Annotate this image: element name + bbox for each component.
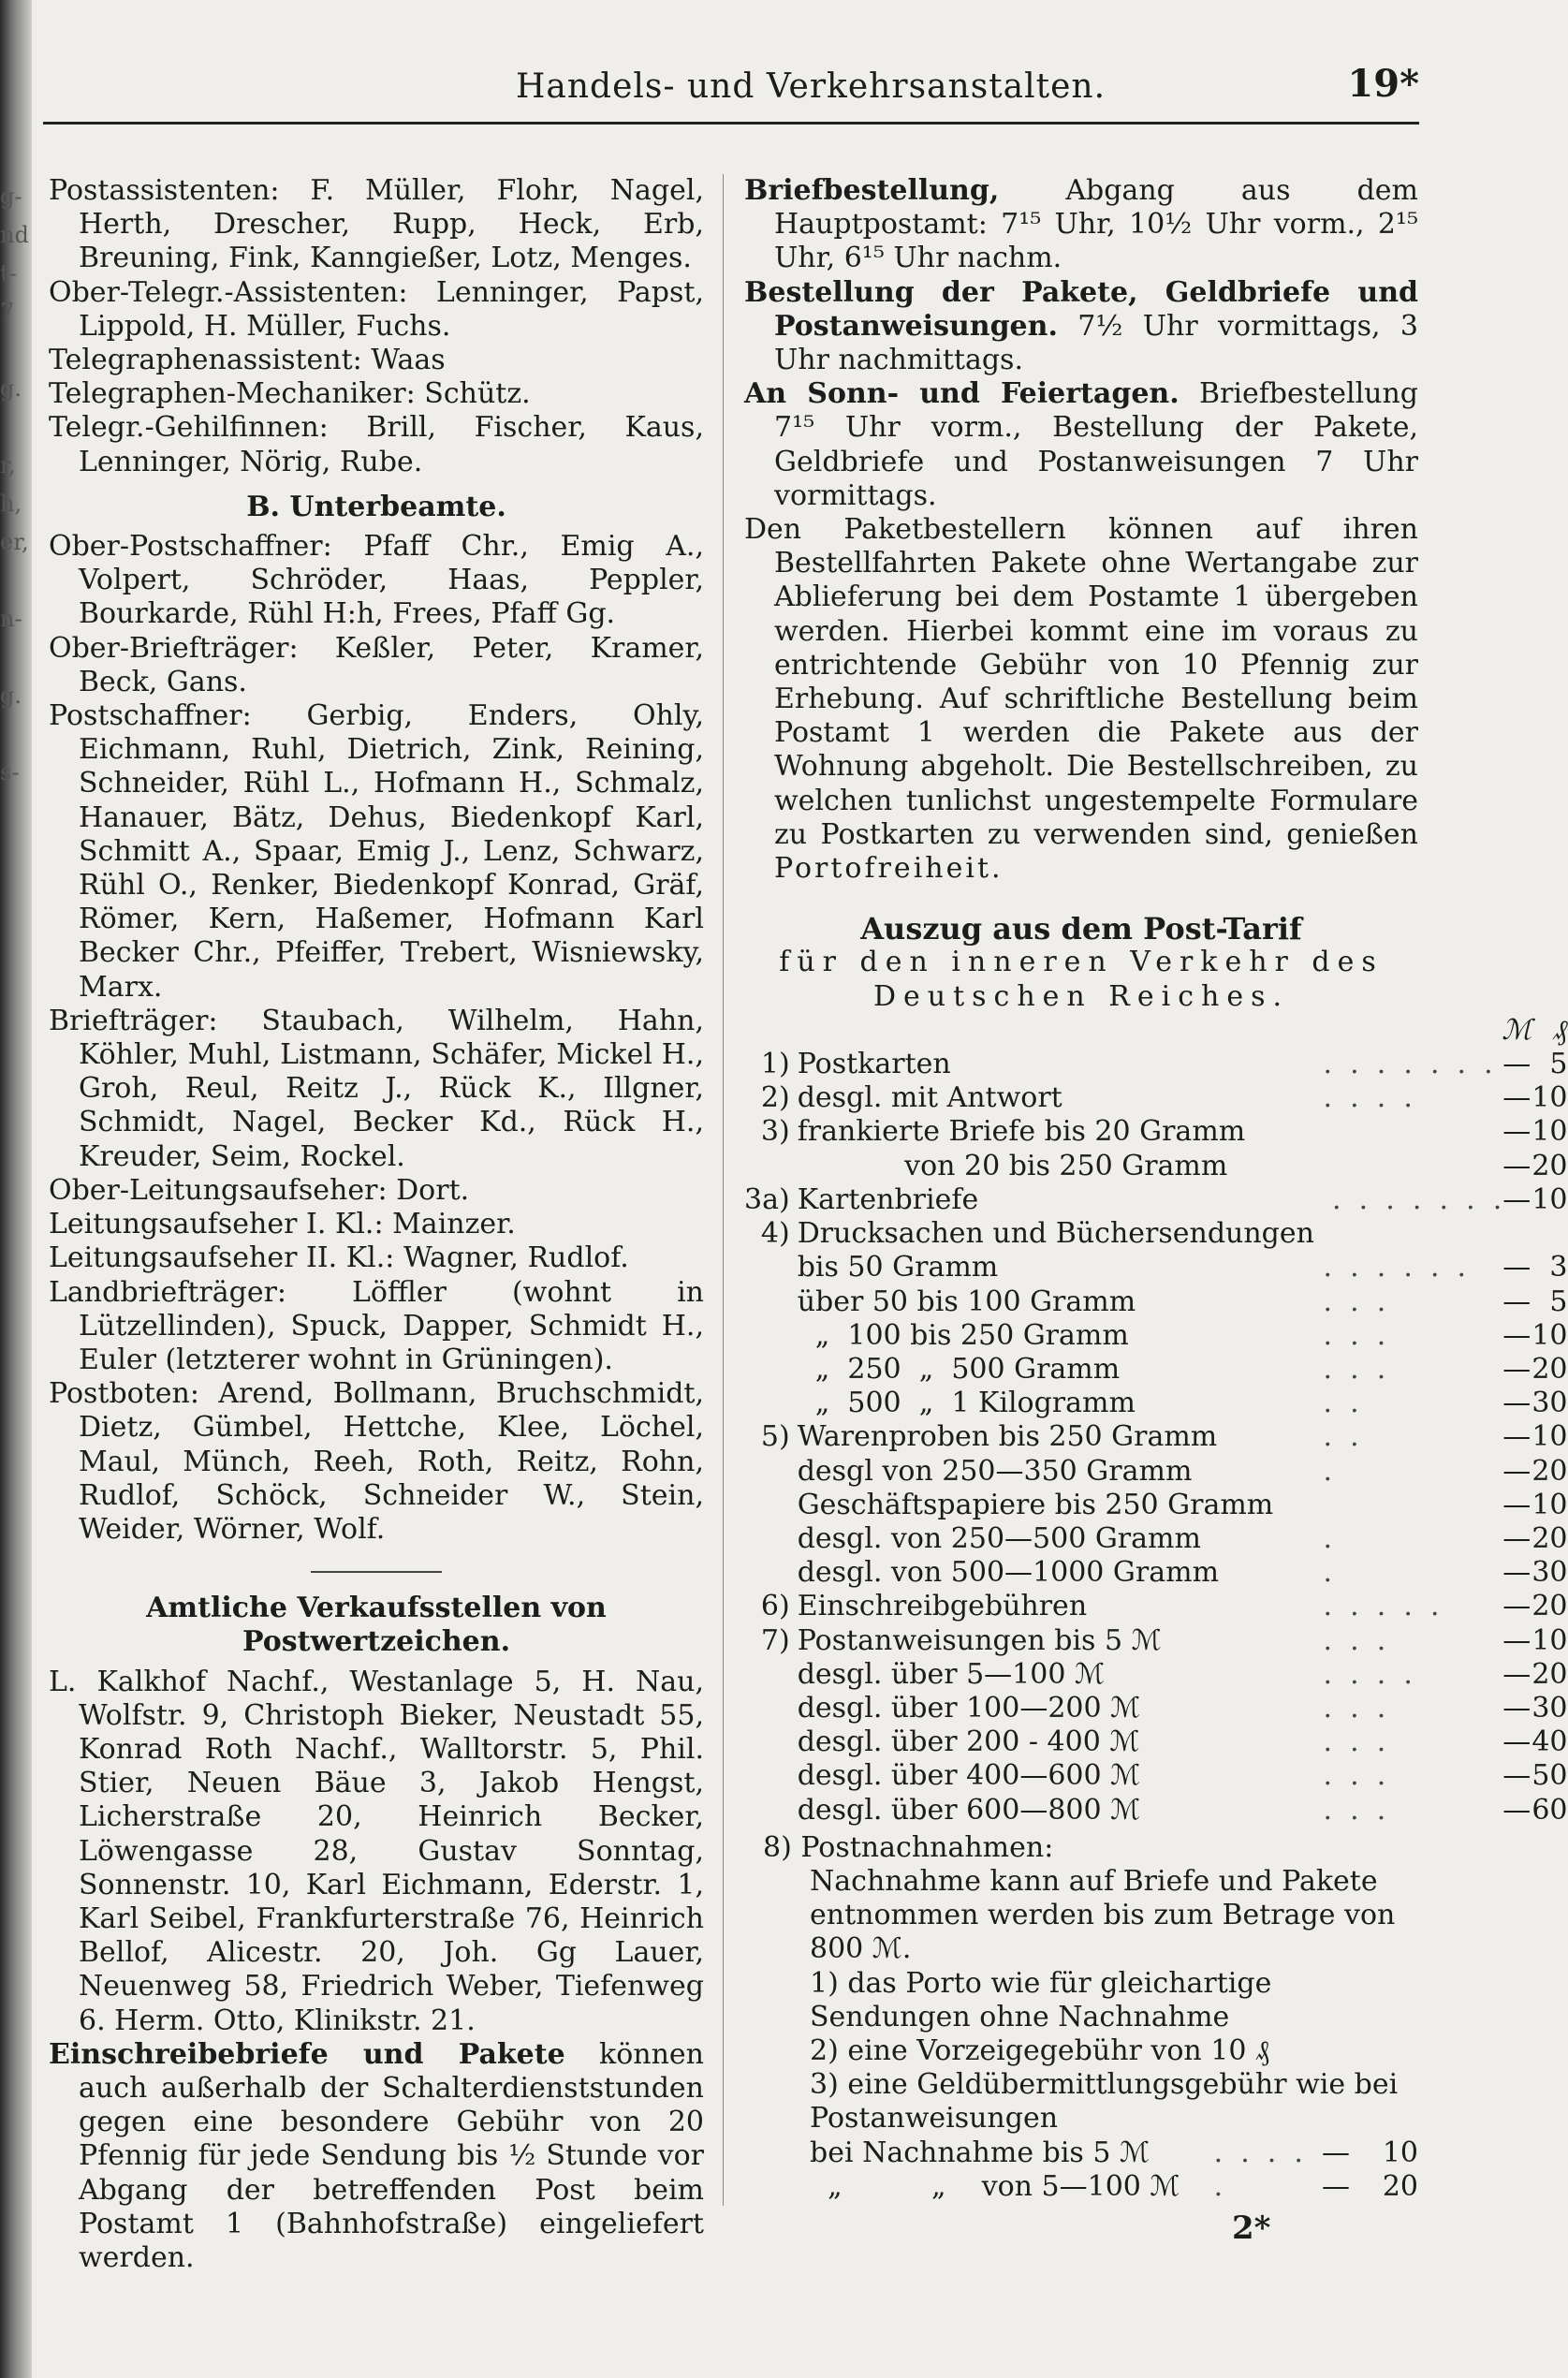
- unterbeamte-list: [49, 530, 704, 1547]
- tariff-row: [744, 1658, 1568, 1692]
- edge-fragment: nd: [0, 222, 29, 248]
- tariff-row-description: Postkarten: [797, 1048, 951, 1081]
- tariff-row-pfennig: 30: [1531, 1387, 1568, 1420]
- tariff-row-mark: —: [1502, 1454, 1531, 1488]
- tariff-row-mark: —: [1502, 1318, 1531, 1352]
- tariff-row-mark: —: [1502, 1521, 1531, 1555]
- tariff-row-number: [744, 1522, 798, 1556]
- tariff-row-mark: —: [1502, 1048, 1531, 1081]
- tariff-row-pfennig: 3: [1549, 1251, 1568, 1284]
- tariff-row-description: Geschäftspapiere bis 250 Gramm: [797, 1488, 1274, 1521]
- staff-entry: Ober-Postschaffner: Pfaff Chr., Emig A., Volpert, Schröder, Haas, Peppler, Bourkarde, Rühl H:h, Frees, Pfaff Gg.: [49, 530, 704, 631]
- nachnahme-text: Nachnahme kann auf Briefe und Pakete entnommen werden bis zum Betrage von 800 ℳ.: [810, 1864, 1396, 1966]
- tariff-row-pfennig: 20: [1382, 2169, 1418, 2203]
- brief-text: Abgang aus dem Hauptpostamt: 7¹⁵ Uhr, 10½ Uhr vorm., 2¹⁵ Uhr, 6¹⁵ Uhr nachm.: [774, 174, 1418, 275]
- tariff-row-description: „ 250 „ 500 Gramm: [797, 1352, 1121, 1386]
- tariff-row-description: desgl. mit Antwort: [797, 1081, 1062, 1115]
- left-column: [49, 174, 704, 2275]
- tariff-row: [744, 1759, 1568, 1793]
- edge-fragment: er,: [0, 529, 29, 555]
- sonn-paragraph: [744, 377, 1418, 513]
- tariff-row: [744, 1590, 1568, 1623]
- tariff-row-description: desgl. über 5—100 ℳ: [797, 1657, 1106, 1691]
- tariff-row: [744, 1522, 1568, 1556]
- right-column: [744, 174, 1568, 2204]
- tariff-row-mark: —: [1502, 1182, 1531, 1216]
- tariff-row-number: [744, 1556, 798, 1590]
- tariff-row-number: [744, 1319, 798, 1353]
- edge-fragment: g-: [0, 183, 22, 210]
- tariff-row-dots: . . . . . .: [1313, 1251, 1467, 1284]
- tariff-row-mark: —: [1502, 1725, 1531, 1759]
- verkauf-heading: Amtliche Verkaufsstellen von Postwertzeichen.: [146, 1592, 607, 1659]
- signature-mark: 2*: [1232, 2209, 1271, 2247]
- edge-fragment: t-: [0, 260, 17, 286]
- tariff-row: [744, 1081, 1568, 1115]
- nachnahme-table: [810, 2136, 1418, 2204]
- tariff-row-pfennig: 20: [1531, 1454, 1568, 1488]
- staff-entry: Telegraphenassistent: Waas: [49, 344, 446, 377]
- tariff-row-dots: . . . .: [1313, 1081, 1413, 1115]
- tariff-row-number: [744, 1285, 798, 1319]
- tariff-row: [744, 1353, 1568, 1387]
- tariff-row: [744, 1489, 1568, 1522]
- tariff-row-mark: —: [1502, 1251, 1531, 1284]
- staff-entry: Briefträger: Staubach, Wilhelm, Hahn, Köhler, Muhl, Listmann, Schäfer, Mickel H., Groh, Reul, Reitz J., Rück K., Illgner, Schmidt, Nagel, Becker Kd., Rück H., Kreuder, Seim, Rockel.: [49, 1004, 704, 1173]
- tariff-row-dots: . . . . .: [1313, 1590, 1440, 1623]
- tariff-row-number: [744, 1489, 798, 1522]
- tariff-row-description: desgl von 250—350 Gramm: [797, 1454, 1193, 1488]
- tariff-row-pfennig: 40: [1531, 1725, 1568, 1759]
- sonn-text: Briefbestellung 7¹⁵ Uhr vorm., Bestellung der Pakete, Geldbriefe und Postanweisungen 7 Uhr vormittags.: [774, 377, 1419, 512]
- tariff-row-mark: —: [1502, 1691, 1531, 1725]
- tariff-row-dots: [1314, 1217, 1502, 1251]
- tariff-row-mark: —: [1502, 1793, 1531, 1827]
- nachnahme-items: [744, 1967, 1418, 2136]
- tariff-row: [744, 1285, 1568, 1319]
- tariff-row-mark: —: [1502, 1284, 1531, 1318]
- staff-entry: Leitungsaufseher I. Kl.: Mainzer.: [49, 1208, 516, 1241]
- nachnahme-item: 2) eine Vorzeigegebühr von 10 ₰: [810, 2033, 1269, 2067]
- staff-entry: Ober-Briefträger: Keßler, Peter, Kramer, Beck, Gans.: [49, 631, 704, 698]
- tariff-row: [744, 1387, 1568, 1420]
- pakete-text: 7½ Uhr vormittags, 3 Uhr nachmittags.: [774, 309, 1418, 377]
- tariff-row-dots: . .: [1313, 1420, 1359, 1454]
- tariff-row-dots: .: [1313, 1454, 1333, 1488]
- tariff-row-number: 1): [760, 1048, 790, 1081]
- paketbesteller-text: Den Paketbestellern können auf ihren Bestellfahrten Pakete ohne Wertangabe zur Ablieferung bei dem Postamte 1 übergeben werden. Hierbei kommt eine im voraus zu entrichtende Gebühr von 10 Pfennig zur Erhebung. Auf schriftliche Bestellung beim Postamt 1 werden die Pakete aus der Wohnung abgeholt. Die Bestellschreiben, zu welchen tunlichst ungestempelte Formulare zu Postkarten zu verwenden sind, genießen: [744, 513, 1418, 851]
- edge-fragment: [0, 639, 30, 677]
- tariff-row-pfennig: 5: [1549, 1284, 1568, 1318]
- tariff-row-pfennig: [1531, 1217, 1567, 1251]
- tariff-row: [744, 1251, 1568, 1284]
- tariff-row-dots: . . .: [1313, 1318, 1386, 1352]
- tariff-row-dots: [1314, 1489, 1502, 1522]
- tariff-row-description: „ 500 „ 1 Kilogramm: [797, 1387, 1136, 1420]
- tariff-row-mark: —: [1322, 2136, 1350, 2169]
- edge-fragment: [0, 715, 30, 754]
- edge-fragment: n-: [0, 606, 22, 632]
- tariff-row-number: [744, 1353, 798, 1387]
- tariff-row-pfennig: 5: [1549, 1048, 1568, 1081]
- tariff-row-number: 5): [760, 1420, 790, 1454]
- tariff-row: [744, 1319, 1568, 1353]
- tariff-subtitle-1: für den inneren Verkehr des: [779, 946, 1384, 979]
- pakete-paragraph: [744, 276, 1418, 378]
- tariff-row-dots: . . .: [1313, 1759, 1386, 1793]
- tariff-subtitle-2: Deutschen Reiches.: [872, 979, 1290, 1013]
- tariff-row-description: von 20 bis 250 Gramm: [797, 1149, 1228, 1182]
- page-header: [43, 62, 1419, 127]
- tariff-row-pfennig: 10: [1382, 2136, 1418, 2169]
- tariff-row-pfennig: 20: [1531, 1657, 1568, 1691]
- tariff-row-pfennig: 10: [1531, 1488, 1568, 1521]
- tariff-row-description: desgl. über 200 - 400 ℳ: [797, 1725, 1140, 1759]
- tariff-row: [744, 1048, 1568, 1081]
- tariff-row-description: Postanweisungen bis 5 ℳ: [797, 1623, 1162, 1657]
- tariff-row-pfennig: 10: [1531, 1318, 1568, 1352]
- edge-fragment: g.: [0, 683, 22, 709]
- tariff-row-number: [744, 1725, 798, 1759]
- edge-fragment: r,: [0, 452, 16, 478]
- tariff-row: [810, 2136, 1418, 2170]
- tariff-row-description: desgl. von 500—1000 Gramm: [797, 1556, 1220, 1590]
- einschreib-lead: Einschreibebriefe und Pakete: [49, 2037, 565, 2071]
- staff-entry: Landbriefträger: Löffler (wohnt in Lützellinden), Spuck, Dapper, Schmidt H., Euler (letzterer wohnt in Grüningen).: [49, 1275, 704, 1376]
- tariff-row-mark: —: [1502, 1556, 1531, 1590]
- einschreib-text: können auch außerhalb der Schalterdienststunden gegen eine besondere Gebühr von 20 Pfennig für jede Sendung bis ½ Stunde vor Abgang der betreffenden Post beim Postamt 1 (Bahnhofstraße) eingeliefert werden.: [79, 2037, 704, 2274]
- tariff-row-dots: . . .: [1313, 1793, 1386, 1827]
- tariff-row-mark: —: [1322, 2169, 1350, 2203]
- tariff-row: [744, 1794, 1568, 1828]
- tariff-row-pfennig: 60: [1531, 1793, 1568, 1827]
- tariff-row-dots: . . . .: [1313, 1657, 1413, 1691]
- tariff-row-pfennig: 30: [1531, 1556, 1568, 1590]
- header-rule: [43, 122, 1419, 125]
- staff-entry: Postschaffner: Gerbig, Enders, Ohly, Eichmann, Ruhl, Dietrich, Zink, Reining, Schneider, Rühl L., Hofmann H., Schmalz, Hanauer, Bätz, Dehus, Biedenkopf Karl, Schmitt A., Spaar, Emig J., Lenz, Schwarz, Rühl O., Renker, Biedenkopf Konrad, Gräf, Römer, Kern, Haßemer, Hofmann Karl Becker Chr., Pfeiffer, Trebert, Wisniewsky, Marx.: [49, 699, 704, 1004]
- einschreib-paragraph: [49, 2038, 704, 2275]
- tariff-row-pfennig: 20: [1531, 1352, 1568, 1386]
- tariff-row-number: [744, 1455, 798, 1489]
- tariff-row-description: „ 100 bis 250 Gramm: [797, 1318, 1129, 1352]
- tariff-row: [744, 1725, 1568, 1759]
- tariff-row-description: über 50 bis 100 Gramm: [797, 1284, 1136, 1318]
- tariff-row-description: frankierte Briefe bis 20 Gramm: [797, 1115, 1246, 1149]
- tariff-row-description: desgl. über 100—200 ℳ: [797, 1691, 1141, 1725]
- tariff-row-number: [744, 1387, 798, 1420]
- assistants-list: [49, 174, 704, 479]
- edge-fragment: [0, 562, 30, 600]
- tariff-row-description: Drucksachen und Büchersendungen: [797, 1217, 1314, 1251]
- staff-entry: Telegraphen-Mechaniker: Schütz.: [49, 377, 531, 411]
- edge-fragment: [0, 408, 30, 447]
- tariff-row-mark: —: [1502, 1488, 1531, 1521]
- tariff-row-mark: —: [1502, 1623, 1531, 1657]
- tariff-row-number: 3a): [744, 1182, 790, 1216]
- tariff-row-number: [744, 1759, 798, 1793]
- tariff-row-dots: .: [1205, 2169, 1224, 2203]
- tariff-row-number: 6): [760, 1590, 790, 1623]
- tariff-row-number: 7): [760, 1623, 790, 1657]
- staff-entry: Ober-Leitungsaufseher: Dort.: [49, 1173, 470, 1207]
- edge-fragment: g.: [0, 375, 22, 402]
- tariff-row-number: [744, 1794, 798, 1828]
- tariff-row-number: [744, 1658, 798, 1692]
- tariff-row-pfennig: 50: [1531, 1759, 1568, 1793]
- staff-entry: Postassistenten: F. Müller, Flohr, Nagel, Herth, Drescher, Rupp, Heck, Erb, Breuning, Fink, Kanngießer, Lotz, Menges.: [49, 174, 704, 275]
- verkauf-text: L. Kalkhof Nachf., Westanlage 5, H. Nau, Wolfstr. 9, Christoph Bieker, Neustadt 55, Konrad Roth Nachf., Walltorstr. 5, Phil. Stier, Neuen Bäue 3, Jakob Hengst, Licherstraße 20, Heinrich Becker, Löwengasse 28, Gustav Sonntag, Sonnenstr. 10, Karl Eichmann, Ederstr. 1, Karl Seibel, Frankfurterstraße 76, Heinrich Bellof, Alicestr. 20, Joh. Gg Lauer, Neuenweg 58, Friedrich Weber, Tiefenweg 6. Herm. Otto, Klinikstr. 21.: [49, 1665, 704, 2037]
- tariff-row-dots: . .: [1313, 1387, 1359, 1420]
- sonn-lead: An Sonn- und Feiertagen.: [744, 377, 1180, 411]
- tariff-row-pfennig: 20: [1531, 1590, 1568, 1623]
- tariff-row-dots: . . . .: [1205, 2136, 1303, 2169]
- nachnahme-heading: 8) Postnachnahmen:: [763, 1830, 1054, 1864]
- tariff-row: [744, 1455, 1568, 1489]
- tariff-row-mark: —: [1502, 1759, 1531, 1793]
- staff-entry: Leitungsaufseher II. Kl.: Wagner, Rudlof.: [49, 1241, 629, 1275]
- running-title: Handels- und Verkehrsanstalten.: [516, 67, 1106, 106]
- tariff-row: [744, 1150, 1568, 1183]
- tariff-row-dots: [1314, 1150, 1502, 1183]
- tariff-row-dots: . . . . . . .: [1313, 1182, 1502, 1216]
- brief-paragraph: [744, 174, 1418, 276]
- tariff-row-description: desgl. über 600—800 ℳ: [797, 1793, 1141, 1827]
- tariff-row-mark: —: [1502, 1081, 1531, 1115]
- tariff-row-dots: .: [1313, 1521, 1333, 1555]
- tariff-row-mark: —: [1502, 1352, 1531, 1386]
- pakete-lead: Bestellung der Pakete, Geldbriefe und Postanweisungen.: [744, 275, 1418, 343]
- tariff-row-pfennig: 10: [1531, 1081, 1568, 1115]
- tariff-row-pfennig: 20: [1531, 1521, 1568, 1555]
- tariff-row: [744, 1115, 1568, 1149]
- tariff-row-mark: —: [1502, 1420, 1531, 1454]
- tariff-row-description: desgl. über 400—600 ℳ: [797, 1759, 1141, 1793]
- nachnahme-item: 3) eine Geldübermittlungsgebühr wie bei Postanweisungen: [810, 2068, 1399, 2136]
- tariff-title: Auszug aus dem Post-Tarif: [860, 911, 1302, 947]
- tariff-row-description: bei Nachnahme bis 5 ℳ: [810, 2136, 1150, 2169]
- tariff-row: [744, 1556, 1568, 1590]
- tariff-row-number: 2): [760, 1081, 790, 1115]
- tariff-row-dots: . . .: [1313, 1284, 1386, 1318]
- edge-fragment: h,: [0, 491, 22, 517]
- portofreiheit: Portofreiheit.: [774, 852, 1004, 886]
- tariff-row-mark: —: [1502, 1115, 1531, 1149]
- currency-mark: ℳ: [1502, 1013, 1532, 1047]
- tariff-row-description: Einschreibgebühren: [797, 1590, 1088, 1623]
- nachnahme-item: 1) das Porto wie für gleichartige Sendungen ohne Nachnahme: [810, 1966, 1272, 2033]
- tariff-row-dots: . . .: [1313, 1352, 1386, 1386]
- tariff-row-description: Warenproben bis 250 Gramm: [797, 1420, 1218, 1454]
- tariff-row-number: [744, 1251, 798, 1284]
- tariff-row-description: bis 50 Gramm: [797, 1251, 999, 1284]
- tariff-row-number: [744, 1692, 798, 1725]
- tariff-row-number: 4): [760, 1217, 790, 1251]
- tariff-row: [744, 1217, 1568, 1251]
- tariff-row-mark: —: [1502, 1149, 1531, 1182]
- tariff-row-pfennig: 30: [1531, 1691, 1568, 1725]
- edge-fragment: s-: [0, 759, 20, 785]
- tariff-row: [744, 1420, 1568, 1454]
- tariff-row-pfennig: 10: [1531, 1623, 1568, 1657]
- tariff-row-dots: . . .: [1313, 1623, 1386, 1657]
- paketbesteller-paragraph: [744, 513, 1418, 886]
- adjacent-page-fragments: [0, 178, 30, 792]
- section-divider: [311, 1571, 442, 1573]
- tariff-row-pfennig: 20: [1531, 1149, 1568, 1182]
- tariff-row-number: [744, 1150, 798, 1183]
- tariff-row-description: desgl. von 250—500 Gramm: [797, 1521, 1201, 1555]
- page-number: 19*: [1347, 62, 1419, 106]
- edge-fragment: [0, 331, 30, 370]
- tariff-row-mark: [1502, 1217, 1531, 1251]
- tariff-row: [810, 2170, 1418, 2204]
- edge-fragment: 7: [0, 299, 15, 325]
- tariff-table: [744, 1014, 1568, 1828]
- currency-pf: ₰: [1553, 1013, 1568, 1047]
- tariff-row-mark: —: [1502, 1387, 1531, 1420]
- tariff-row-pfennig: 10: [1531, 1115, 1568, 1149]
- tariff-row-description: „ „ von 5—100 ℳ: [810, 2169, 1180, 2203]
- tariff-row-number: 3): [760, 1115, 790, 1149]
- staff-entry: Telegr.-Gehilfinnen: Brill, Fischer, Kaus, Lenninger, Nörig, Rube.: [49, 411, 704, 478]
- staff-entry: Postboten: Arend, Bollmann, Bruchschmidt, Dietz, Gümbel, Hettche, Klee, Löchel, Maul, Münch, Reeh, Roth, Reitz, Rohn, Rudlof, Schöck, Schneider W., Stein, Weider, Wörner, Wolf.: [49, 1377, 704, 1546]
- column-divider: [723, 174, 724, 2206]
- tariff-row: [744, 1624, 1568, 1658]
- tariff-row-mark: —: [1502, 1590, 1531, 1623]
- tariff-row-dots: . . .: [1313, 1691, 1386, 1725]
- staff-entry: Ober-Telegr.-Assistenten: Lenninger, Papst, Lippold, H. Müller, Fuchs.: [49, 275, 704, 343]
- tariff-row: [744, 1692, 1568, 1725]
- tariff-row-mark: —: [1502, 1657, 1531, 1691]
- tariff-row-pfennig: 10: [1531, 1420, 1568, 1454]
- tariff-row-description: Kartenbriefe: [797, 1182, 979, 1216]
- tariff-row-dots: . . . . . . .: [1313, 1048, 1493, 1081]
- tariff-row-dots: [1314, 1115, 1502, 1149]
- tariff-row-dots: .: [1313, 1556, 1333, 1590]
- brief-lead: Briefbestellung,: [744, 174, 1000, 207]
- unterbeamte-heading: B. Unterbeamte.: [246, 490, 506, 523]
- currency-header-row: [744, 1014, 1568, 1048]
- tariff-row: [744, 1183, 1568, 1217]
- tariff-row-dots: . . .: [1313, 1725, 1386, 1759]
- tariff-row-pfennig: 10: [1531, 1182, 1568, 1216]
